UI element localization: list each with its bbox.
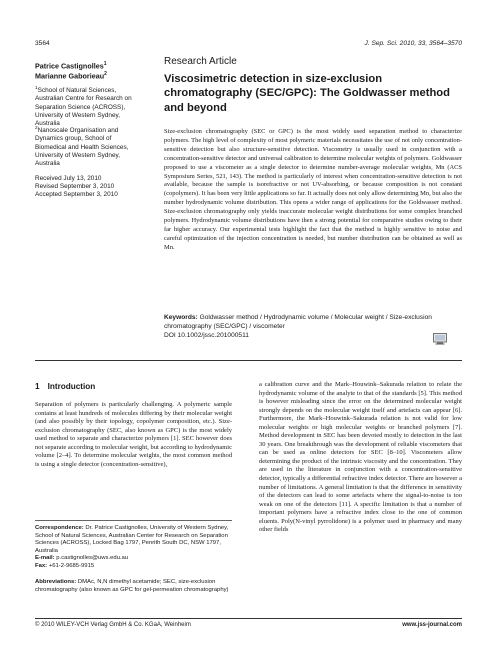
journal-url[interactable]: www.jss-journal.com (402, 622, 462, 628)
doi: DOI 10.1002/jssc.201000511 (164, 332, 249, 339)
copyright-notice: © 2010 WILEY-VCH Verlag GmbH & Co. KGaA, Weinheim (35, 622, 191, 628)
keywords-block (164, 314, 464, 331)
abbreviations-label: Abbreviations: (35, 579, 77, 585)
correspondence-text: Correspondence: Dr. Patrice Castignolles, University of Western Sydney, School of Natural Sciences, Australian Center for Research on Separation Sciences (ACROSS), Locked Bag 1797, Penrith South DC, NSW 1797, Australia (35, 525, 229, 554)
intro-column-1: Separation of polymers is particularly challenging. A polymeric sample contains at least hundreds of molecules differing by their molecular weight (and also possibly by their topology, copolymer composition, etc.). Size-exclusion chromatography (SEC, also known as GPC) is the most widely used method to separate and characterize polymers [1]. SEC however does not separate according to molecular weight, but according to hydrodynamic volume [2–4]. To determine molecular weights, the most common method is using a single detector (concentration-sensitive), (35, 401, 232, 468)
supporting-information-icon[interactable] (433, 332, 447, 344)
journal-reference: J. Sep. Sci. 2010, 33, 3564–3570 (364, 40, 462, 47)
page-number: 3564 (35, 40, 50, 47)
revised-date: Revised September 3, 2010 (35, 183, 115, 191)
author-1: Patrice Castignolles$^1$ (35, 61, 107, 71)
section-label: Research Article (164, 56, 237, 67)
intro-column-2: a calibration curve and the Mark–Houwink–Sakurada relation to relate the hydrodynamic volume of the analyte to that of the standards [5]. This method is however misleading since the error on the determined molecular weight strongly depends on the molecular weight itself and artefacts can appear [6]. Furthermore, the Mark–Houwink–Sakurada relation is not valid for low molecular weights or high molecular weights or branched polymers [7]. Method development in SEC has been devoted mostly to detection in the last 30 years. One breakthrough was the development of reliable viscometers that can be used as online detectors for SEC [8–10]. Viscometers allow determining the product of the intrinsic viscosity and the concentration. They are used in the literature in conjunction with a concentration-sensitive detector, typically a differential refractive index detector. There are however a number of limitations. A general limitation is that the difference in sensitivity of the detectors can lead to some artefacts where the signal-to-noise is too weak on one of the detectors [11]. A specific limitation is that a number of important polymers have a refractive index close to the one of common eluents. Poly(N-vinyl pyrrolidone) is a polymer used in pharmacy and many other fields (259, 381, 462, 534)
abstract: Size-exclusion chromatography (SEC or GPC) is the most widely used separation method to characterize polymers. The high level of complexity of most polymeric materials necessitates the use of not only concentration-sensitive detection but also structure-sensitive detection. Viscometry is usually used in conjunction with a concentration-sensitive detector and universal calibration to determine molecular weights of polymers. Goldwasser proposed to use a viscometer as a single detector to determine number-average molecular weights, Mn (ACS Symposium Series, 521, 143). The method is particularly of interest when concentration-sensitive detection is not available, because the sample is isorefractive or not UV-absorbing, or because composition is not constant (copolymers). It has been very little applications so far. It actually does not only allow determining Mn, but also the number hydrodynamic volume distribution. This opens a wider range of applications for the Goldwasser method. Size-exclusion chromatography only yields inaccurate molecular weight distributions for some complex branched polymers. Hydrodynamic volume distributions have then a strong potential for comparative studies owing to their far higher accuracy. Our experimental tests highlight the fact that the method is highly sensitive to noise and careful optimization of the injection concentration is needed, but number distribution can be obtained as well as Mn. (164, 128, 462, 251)
header-separator (35, 360, 462, 361)
author-list (35, 60, 145, 81)
accepted-date: Accepted September 3, 2010 (35, 191, 118, 199)
article-title: Viscosimetric detection in size-exclusion chromatography (SEC/GPC): The Goldwasser method and beyond (164, 73, 450, 114)
correspondence-fax: Fax: +61-2-9685-9915 (35, 562, 95, 569)
keywords-label: Keywords: (164, 314, 198, 321)
received-date: Received July 13, 2010 (35, 175, 102, 182)
footer-separator (35, 618, 462, 619)
affiliation-1: $^1$School of Natural Sciences, Australian Centre for Research on Separation Science (ACROSS), University of Western Sydney, Australia (35, 86, 132, 127)
correspondence-block (35, 525, 232, 571)
abbreviations-text: DMAc, N,N dimethyl acetamide; SEC, size-exclusion chromatography (also known as GPC for gel-permeation chromatography) (35, 579, 229, 593)
correspondence-email: E-mail: p.castignolles@uws.edu.au (35, 555, 129, 562)
affiliation-2: $^2$Nanoscale Organisation and Dynamics group, School of Biomedical and Health Sciences, University of Western Sydney, Australia (35, 126, 129, 167)
author-2: Marianne Gaborieau$^2$ (35, 71, 107, 81)
keywords-list: Goldwasser method / Hydrodynamic volume / Molecular weight / Size-exclusion chromatography (SEC/GPC) / viscometer (164, 314, 432, 330)
abbreviations-block (35, 579, 232, 595)
article-dates (35, 175, 145, 200)
footnote-separator (35, 520, 232, 521)
intro-heading: 1 Introduction (35, 382, 96, 391)
